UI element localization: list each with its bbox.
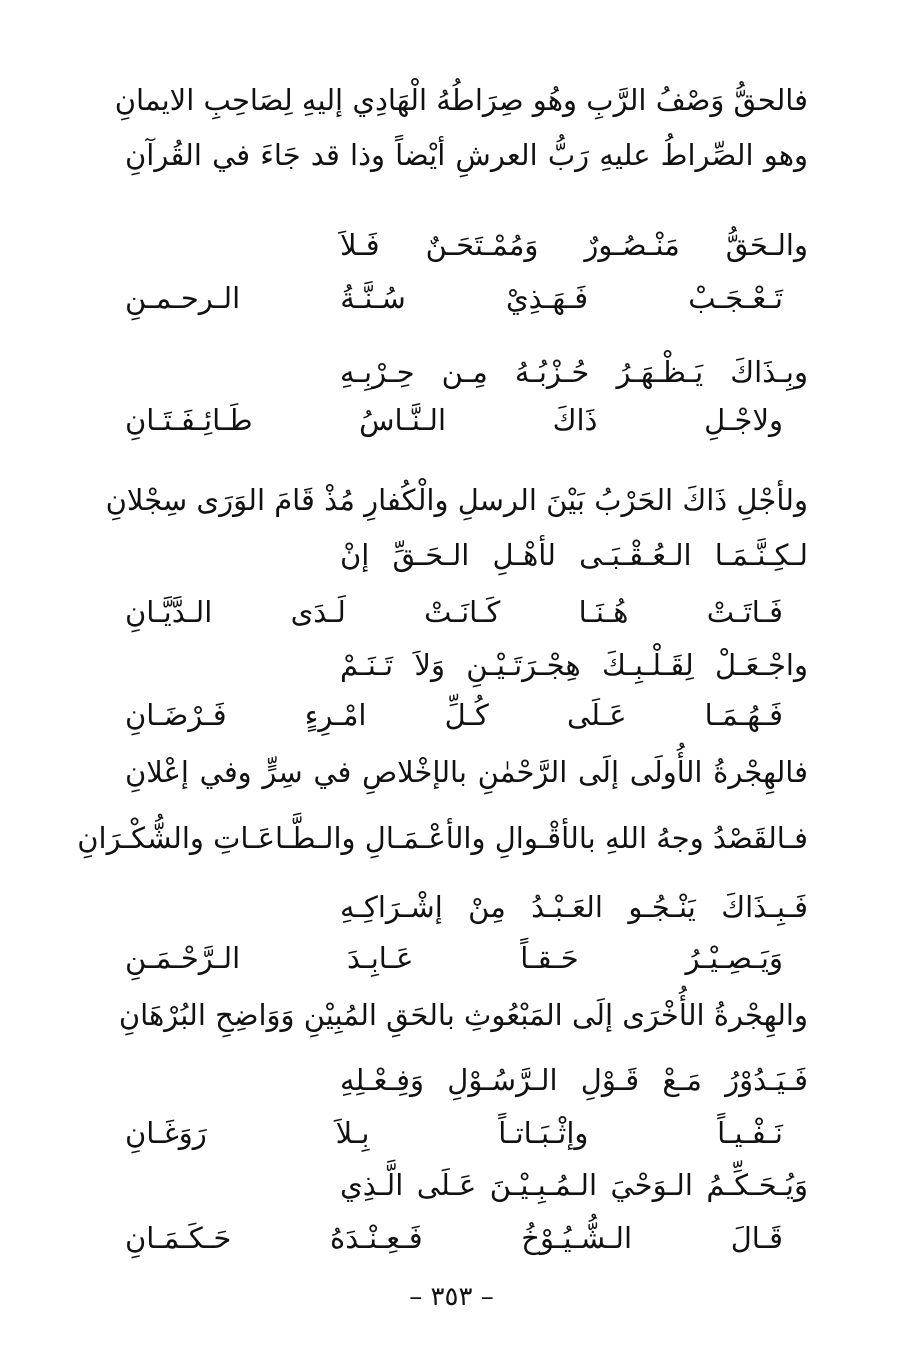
verse-hemistich-2b: ولاجْـلِ ذَاكَ الـنَّـاسُ طَـائِـفَـتَـانِ [125, 403, 783, 437]
verse-line-2: وهو الصِّراطُ عليهِ رَبُّ العرشِ أيْضاً وذا قد جَاءَ في القُرآنِ [125, 138, 808, 172]
verse-line-4: فالهِجْرةُ الأُولَى إلَى الرَّحْمٰنِ بالإخْلاصِ في سِرٍّ وفي إعْلانِ [125, 755, 808, 789]
verse-hemistich-4a: واجْـعَـلْ لِقَـلْـبِـكَ هِجْـرَتَـيْـنِ وَلاَ تَـنَـمْ [340, 648, 808, 682]
verse-line-3: ولأجْلِ ذَاكَ الحَرْبُ بَيْنَ الرسلِ والْكُفارِ مُذْ قَامَ الوَرَى سِجْلانِ [105, 483, 808, 517]
verse-line-6: والهِجْرةُ الأُخْرَى إلَى المَبْعُوثِ بالحَقِ المُبِيْنِ وَوَاضِحِ البُرْهَانِ [118, 998, 808, 1032]
verse-line-5: فـالقَصْدُ وجهُ اللهِ بالأقْـوالِ والأعْـمَـالِ والـطَّـاعَـاتِ والشُّكْـرَانِ [77, 821, 808, 855]
verse-hemistich-7a: وَيُـحَـكِّـمُ الـوَحْيَ الـمُـبِـيْـنَ عَـلَى الَّـذِي [340, 1168, 808, 1202]
verse-hemistich-6b: نَـفْـيـاً وإثْـبَـاتـاً بِـلاَ رَوَغَـانِ [125, 1116, 783, 1150]
verse-hemistich-1a: والـحَقُّ مَنْـصُـورٌ وَمُمْـتَحَـنٌ فَـلاَ [340, 228, 808, 262]
verse-hemistich-1b: تَـعْـجَـبْ فَـهَـذِيْ سُـنَّـةُ الـرحـمـنِ [125, 281, 783, 315]
verse-hemistich-3a: لـكِـنَّـمَـا الـعُـقْـبَـى لأهْـلِ الـحَـقِّ إنْ [340, 538, 808, 572]
page-number: – ٣٥٣ – [409, 1282, 494, 1312]
verse-hemistich-2a: وبِـذَاكَ يَـظْـهَـرُ حُـزْبُـهُ مِـن حِـرْبِـهِ [340, 355, 808, 389]
verse-line-1: فالحقُّ وَصْفُ الرَّبِ وهُو صِرَاطُهُ الْهَادِي إليهِ لِصَاحِبِ الايمانِ [114, 83, 808, 117]
verse-hemistich-7b: قَـالَ الـشُّـيُـوْخُ فَـعِـنْـدَهُ حَـكَـمَـانِ [125, 1221, 783, 1255]
verse-hemistich-6a: فَـيَـدُوْرُ مَـعْ قَـوْلِ الـرَّسُـوْلِ وَفِـعْـلِهِ [340, 1063, 808, 1097]
verse-hemistich-5b: وَيَـصِـيْـرُ حَـقـاً عَـابِـدَ الـرَّحْـمَـنِ [125, 941, 783, 975]
verse-hemistich-3b: فَـاتَـتْ هُـنَـا كَـانَـتْ لَـدَى الـدَّيَّـانِ [125, 595, 783, 629]
verse-hemistich-4b: فَـهُـمَـا عَـلَى كُـلِّ امْـرِءٍ فَـرْضَـانِ [125, 698, 783, 732]
verse-hemistich-5a: فَـبِـذَاكَ يَنْـجُـو العَـبْـدُ مِنْ إشْـرَاكِـهِ [340, 890, 808, 924]
